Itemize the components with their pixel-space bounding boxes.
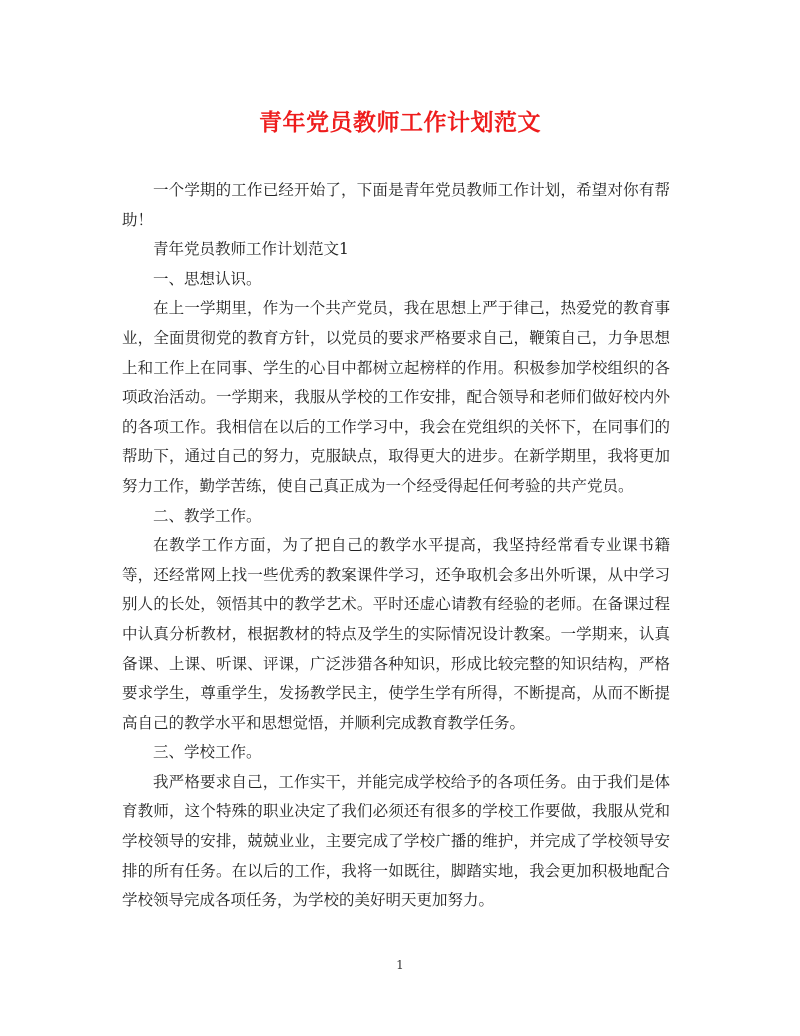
section-heading-ideology: 一、思想认识。 bbox=[153, 269, 262, 288]
document-title: 青年党员教师工作计划范文 bbox=[259, 109, 541, 136]
document-body bbox=[122, 176, 670, 916]
paragraph-ideology: 在上一学期里，作为一个共产党员，我在思想上严于律己，热爱党的教育事业，全面贯彻党的教育方针，以党员的要求严格要求自己，鞭策自己，力争思想上和工作上在同事、学生的心目中都树立起榜样的作用。积极参加学校组织的各项政治活动。一学期来，我服从学校的工作安排，配合领导和老师们做好校内外的各项工作。我相信在以后的工作学习中，我会在党组织的关怀下，在同事们的帮助下，通过自己的努力，克服缺点，取得更大的进步。在新学期里，我将更加努力工作，勤学苦练，使自己真正成为一个经受得起任何考验的共产党员。 bbox=[122, 299, 670, 495]
section-heading-teaching: 二、教学工作。 bbox=[153, 506, 262, 525]
section-heading-sample-1: 青年党员教师工作计划范文1 bbox=[153, 240, 349, 259]
paragraph-school-work: 我严格要求自己，工作实干，并能完成学校给予的各项任务。由于我们是体育教师，这个特殊的职业决定了我们必须还有很多的学校工作要做，我服从党和学校领导的安排，兢兢业业，主要完成了学校广播的维护，并完成了学校领导安排的所有任务。在以后的工作，我将一如既往，脚踏实地，我会更加积极地配合学校领导完成各项任务，为学校的美好明天更加努力。 bbox=[122, 772, 670, 910]
page-number: 1 bbox=[396, 958, 404, 972]
section-heading-school-work: 三、学校工作。 bbox=[153, 743, 262, 762]
intro-paragraph: 一个学期的工作已经开始了，下面是青年党员教师工作计划，希望对你有帮助！ bbox=[122, 181, 670, 229]
paragraph-teaching: 在教学工作方面，为了把自己的教学水平提高，我坚持经常看专业课书籍等，还经常网上找一些优秀的教案课件学习，还争取机会多出外听课，从中学习别人的长处，领悟其中的教学艺术。平时还虚心请教有经验的老师。在备课过程中认真分析教材，根据教材的特点及学生的实际情况设计教案。一学期来，认真备课、上课、听课、评课，广泛涉猎各种知识，形成比较完整的知识结构，严格要求学生，尊重学生，发扬教学民主，使学生学有所得，不断提高，从而不断提高自己的教学水平和思想觉悟，并顺利完成教育教学任务。 bbox=[122, 536, 670, 732]
